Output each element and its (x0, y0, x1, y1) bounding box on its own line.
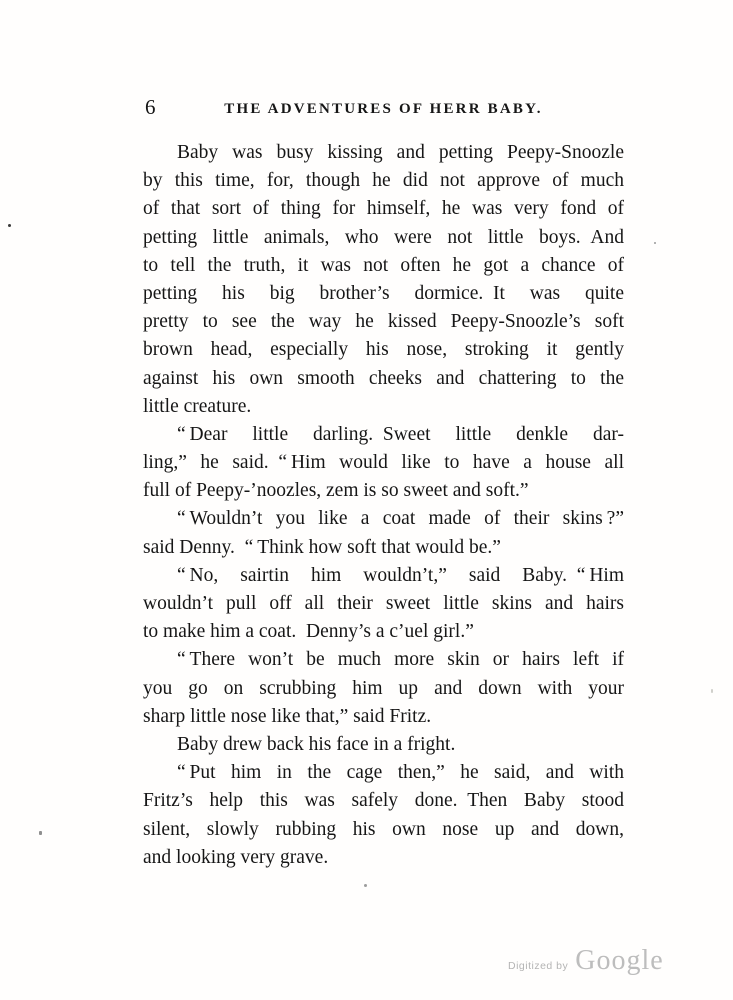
scan-speck (39, 831, 42, 835)
text-line: “ Dear little darling. Sweet little denkle dar- (177, 423, 624, 445)
text-line: of that sort of thing for himself, he was very fond of (143, 198, 624, 220)
text-line: Baby drew back his face in a fright. (177, 733, 456, 755)
page-text (143, 139, 624, 872)
text-line: against his own smooth cheeks and chattering to the (143, 367, 624, 389)
text-line: “ Wouldn’t you like a coat made of their skins ?” (177, 508, 624, 530)
text-line: sharp little nose like that,” said Fritz. (143, 705, 432, 727)
text-line: to make him a coat. Denny’s a c’uel girl.” (143, 621, 474, 643)
text-line: Baby was busy kissing and petting Peepy-Snoozle (177, 142, 624, 163)
page-number: 6 (145, 95, 156, 119)
scan-speck (8, 224, 11, 227)
text-line: silent, slowly rubbing his own nose up and down, (143, 818, 624, 840)
text-line: petting his big brother’s dormice. It was quite (143, 282, 624, 304)
text-line: “ There won’t be much more skin or hairs left if (177, 649, 624, 671)
text-line: petting little animals, who were not little boys. And (143, 226, 624, 248)
watermark-text: Digitized by (508, 960, 569, 972)
text-line: ling,” he said. “ Him would like to have a house all (143, 452, 624, 474)
digitized-watermark (508, 947, 664, 975)
text-line: “ Put him in the cage then,” he said, and with (177, 762, 624, 784)
scan-speck (711, 689, 713, 693)
text-line: full of Peepy-’noozles, zem is so sweet and soft.” (143, 480, 529, 502)
text-line: said Denny. “ Think how soft that would be.” (143, 536, 501, 558)
page-header (143, 96, 624, 120)
text-line: “ No, sairtin him wouldn’t,” said Baby. “ Him (177, 564, 624, 586)
text-line: wouldn’t pull off all their sweet little skins and hairs (143, 593, 624, 614)
text-line: Fritz’s help this was safely done. Then Baby stood (143, 790, 624, 812)
scan-speck (654, 242, 656, 244)
text-line: to tell the truth, it was not often he got a chance of (143, 254, 624, 276)
google-logo: Google (575, 945, 664, 976)
text-line: by this time, for, though he did not approve of much (143, 170, 624, 192)
scan-speck (364, 884, 367, 887)
text-line: pretty to see the way he kissed Peepy-Snoozle’s soft (143, 311, 624, 333)
text-line: brown head, especially his nose, stroking it gently (143, 339, 624, 361)
text-line: and looking very grave. (143, 846, 329, 868)
text-line: you go on scrubbing him up and down with your (143, 677, 624, 699)
text-line: little creature. (143, 395, 252, 417)
running-title: THE ADVENTURES OF HERR BABY. (224, 101, 543, 117)
